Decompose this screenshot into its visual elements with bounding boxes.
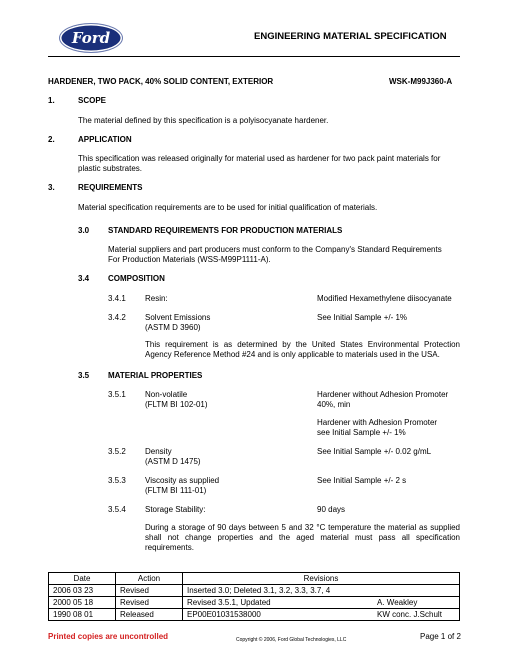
resin-label: Resin: bbox=[145, 294, 168, 303]
storage-stability-label: Storage Stability: bbox=[145, 505, 206, 514]
table-row bbox=[49, 609, 460, 621]
density-value: See Initial Sample +/- 0.02 g/mL bbox=[317, 447, 432, 456]
non-volatile-condition-2: Hardener with Adhesion Promoter bbox=[317, 418, 438, 427]
header-divider bbox=[48, 56, 460, 57]
subsection-number: 3.0 bbox=[78, 226, 90, 235]
non-volatile-condition-1: Hardener without Adhesion Promoter bbox=[317, 390, 449, 399]
section-number: 3. bbox=[48, 183, 55, 192]
item-number: 3.5.4 bbox=[108, 505, 126, 514]
non-volatile-method: (FLTM BI 102-01) bbox=[145, 400, 208, 409]
header-revisions: Revisions bbox=[183, 573, 460, 585]
resin-value: Modified Hexamethylene diisocyanate bbox=[317, 294, 452, 303]
document-title: ENGINEERING MATERIAL SPECIFICATION bbox=[254, 31, 447, 42]
revision-action: Revised bbox=[116, 597, 183, 609]
solvent-emissions-value: See Initial Sample +/- 1% bbox=[317, 313, 408, 322]
solvent-emissions-method: (ASTM D 3960) bbox=[145, 323, 201, 332]
ford-logo: Ford bbox=[60, 24, 122, 52]
revision-table bbox=[48, 572, 460, 621]
revision-description: Revised 3.5.1, Updated bbox=[183, 597, 374, 609]
revision-description: EP00E01031538000 bbox=[183, 609, 374, 621]
solvent-emissions-label: Solvent Emissions bbox=[145, 313, 211, 322]
scope-text: The material defined by this specification is a polyisocyanate hardener. bbox=[78, 116, 329, 125]
copyright-notice: Copyright © 2006, Ford Global Technologies, LLC bbox=[236, 637, 347, 643]
section-heading-scope: SCOPE bbox=[78, 96, 107, 105]
viscosity-method: (FLTM BI 111-01) bbox=[145, 486, 207, 495]
storage-stability-value: 90 days bbox=[317, 505, 346, 514]
revision-date: 2006 03 23 bbox=[49, 585, 116, 597]
item-number: 3.5.3 bbox=[108, 476, 126, 485]
density-label: Density bbox=[145, 447, 172, 456]
section-number: 1. bbox=[48, 96, 55, 105]
revision-date: 1990 08 01 bbox=[49, 609, 116, 621]
section-number: 2. bbox=[48, 135, 55, 144]
standard-requirements-text-line-1: Material suppliers and part producers must conform to the Company's Standard Requirements bbox=[108, 245, 442, 254]
non-volatile-value-2: see Initial Sample +/- 1% bbox=[317, 428, 406, 437]
revision-action: Released bbox=[116, 609, 183, 621]
storage-note: During a storage of 90 days between 5 and 32 °C temperature the material as supplied shall not change properties and the aged material must pass all specification requirements. bbox=[145, 523, 460, 552]
standard-requirements-text-line-2: For Production Materials (WSS-M99P1111-A). bbox=[108, 255, 271, 264]
item-number: 3.4.2 bbox=[108, 313, 126, 322]
subsection-heading-composition: COMPOSITION bbox=[108, 274, 165, 283]
revision-action: Revised bbox=[116, 585, 183, 597]
density-method: (ASTM D 1475) bbox=[145, 457, 201, 466]
table-row bbox=[49, 585, 460, 597]
revision-description: Inserted 3.0; Deleted 3.1, 3.2, 3.3, 3.7, 4 bbox=[183, 585, 460, 597]
revision-date: 2000 05 18 bbox=[49, 597, 116, 609]
non-volatile-label: Non-volatile bbox=[145, 390, 188, 399]
subsection-number: 3.5 bbox=[78, 371, 90, 380]
spec-number: WSK-M99J360-A bbox=[389, 77, 453, 86]
application-text-line-2: plastic substrates. bbox=[78, 164, 143, 173]
item-number: 3.5.1 bbox=[108, 390, 126, 399]
viscosity-value: See Initial Sample +/- 2 s bbox=[317, 476, 407, 485]
table-row bbox=[49, 597, 460, 609]
revision-author: A. Weakley bbox=[373, 597, 460, 609]
epa-note: This requirement is as determined by the United States Environmental Protection Agency Reference Method #24 and is only applicable to materials used in the USA. bbox=[145, 340, 460, 359]
subsection-heading-material-properties: MATERIAL PROPERTIES bbox=[108, 371, 203, 380]
revision-table-header bbox=[49, 573, 460, 585]
subsection-number: 3.4 bbox=[78, 274, 90, 283]
application-text-line-1: This specification was released originally for material used as hardener for two pack paint materials for bbox=[78, 154, 441, 163]
requirements-text: Material specification requirements are to be used for initial qualification of materials. bbox=[78, 203, 378, 212]
item-number: 3.4.1 bbox=[108, 294, 126, 303]
item-number: 3.5.2 bbox=[108, 447, 126, 456]
section-heading-application: APPLICATION bbox=[78, 135, 132, 144]
uncontrolled-notice: Printed copies are uncontrolled bbox=[48, 632, 169, 641]
section-heading-requirements: REQUIREMENTS bbox=[78, 183, 143, 192]
spec-name: HARDENER, TWO PACK, 40% SOLID CONTENT, EXTERIOR bbox=[48, 77, 274, 86]
viscosity-label: Viscosity as supplied bbox=[145, 476, 220, 485]
revision-author: KW conc. J.Schult bbox=[373, 609, 460, 621]
page-number: Page 1 of 2 bbox=[420, 632, 461, 641]
subsection-heading-standard-requirements: STANDARD REQUIREMENTS FOR PRODUCTION MATERIALS bbox=[108, 226, 343, 235]
header-date: Date bbox=[49, 573, 116, 585]
header-action: Action bbox=[116, 573, 183, 585]
non-volatile-value-1: 40%, min bbox=[317, 400, 351, 409]
